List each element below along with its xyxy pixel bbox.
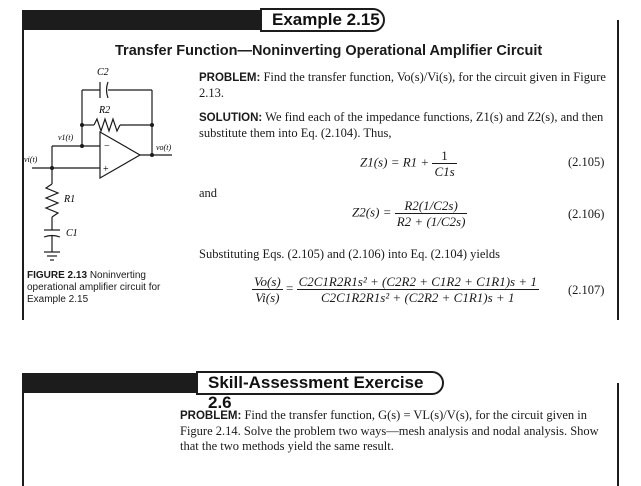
label-r2: R2 xyxy=(99,105,111,116)
example-header-bar xyxy=(22,10,282,30)
skill-problem-paragraph xyxy=(180,408,612,454)
figure-caption xyxy=(27,270,187,306)
eq3-lhs-fraction xyxy=(252,274,283,305)
figure-caption-text: Noninverting operational amplifier circuit for Example 2.15 xyxy=(27,270,161,305)
eq2-number: (2.106) xyxy=(568,207,605,221)
solution-paragraph xyxy=(199,110,614,141)
example-right-border xyxy=(617,20,619,320)
label-plus: + xyxy=(103,164,109,175)
eq3-equals: = xyxy=(285,280,294,296)
eq2-lhs: Z2(s) = xyxy=(352,204,392,220)
problem-label: PROBLEM: xyxy=(199,72,261,84)
eq2-fraction xyxy=(395,198,468,229)
noninverting-opamp-circuit xyxy=(22,60,192,272)
substituting-text: Substituting Eqs. (2.105) and (2.106) into Eq. (2.104) yields xyxy=(199,247,501,261)
label-v1: v1(t) xyxy=(58,133,74,142)
skill-problem-label: PROBLEM: xyxy=(180,410,242,422)
equation-2-107 xyxy=(252,274,539,305)
skill-right-border xyxy=(617,383,619,486)
example-title: Transfer Function—Noninverting Operational Amplifier Circuit xyxy=(115,43,543,59)
eq3-rhs-fraction xyxy=(297,274,539,305)
label-c1: C1 xyxy=(66,228,78,239)
label-vi: vi(t) xyxy=(24,155,38,164)
eq2-numerator: R2(1/C2s) xyxy=(395,198,468,214)
skill-left-border xyxy=(22,383,24,486)
problem-text: Find the transfer function, Vo(s)/Vi(s), for the circuit given in Figure 2.13. xyxy=(199,70,606,100)
eq1-denominator: C1s xyxy=(434,164,455,179)
equation-2-106 xyxy=(352,198,467,229)
and-text: and xyxy=(199,186,218,200)
eq3-number: (2.107) xyxy=(568,283,605,297)
eq2-denominator: R2 + (1/C2s) xyxy=(396,214,466,229)
eq3-denominator: C2C1R2R1s² + (C2R2 + C1R1)s + 1 xyxy=(321,290,515,305)
eq3-lhs-numerator: Vo(s) xyxy=(254,274,281,289)
label-r1: R1 xyxy=(64,194,76,205)
skill-header-bar xyxy=(22,373,212,393)
solution-text: We find each of the impedance functions, Z1(s) and Z2(s), and then substitute them into Eq. (2.104). Thus, xyxy=(199,110,604,140)
example-heading: Example 2.15 xyxy=(260,8,385,32)
eq1-fraction xyxy=(432,148,456,179)
equation-2-105 xyxy=(360,148,457,179)
eq3-lhs-denominator: Vi(s) xyxy=(255,290,280,305)
skill-heading: Skill-Assessment Exercise 2.6 xyxy=(196,371,444,395)
problem-paragraph xyxy=(199,70,614,101)
eq1-lhs: Z1(s) = R1 + xyxy=(360,154,430,170)
skill-problem-text: Find the transfer function, G(s) = VL(s)/V(s), for the circuit given in Figure 2.14. Solve the problem two ways—mesh analysis and nodal analysis. Show that the two methods yield the same result. xyxy=(180,408,599,453)
solution-label: SOLUTION: xyxy=(199,112,263,124)
label-vo: vo(t) xyxy=(156,143,172,152)
eq1-numerator: 1 xyxy=(432,148,456,164)
label-minus: − xyxy=(104,141,110,152)
label-c2: C2 xyxy=(97,67,109,78)
figure-caption-label: FIGURE 2.13 xyxy=(27,270,88,281)
eq1-number: (2.105) xyxy=(568,155,605,169)
eq3-numerator: C2C1R2R1s² + (C2R2 + C1R2 + C1R1)s + 1 xyxy=(298,274,537,289)
